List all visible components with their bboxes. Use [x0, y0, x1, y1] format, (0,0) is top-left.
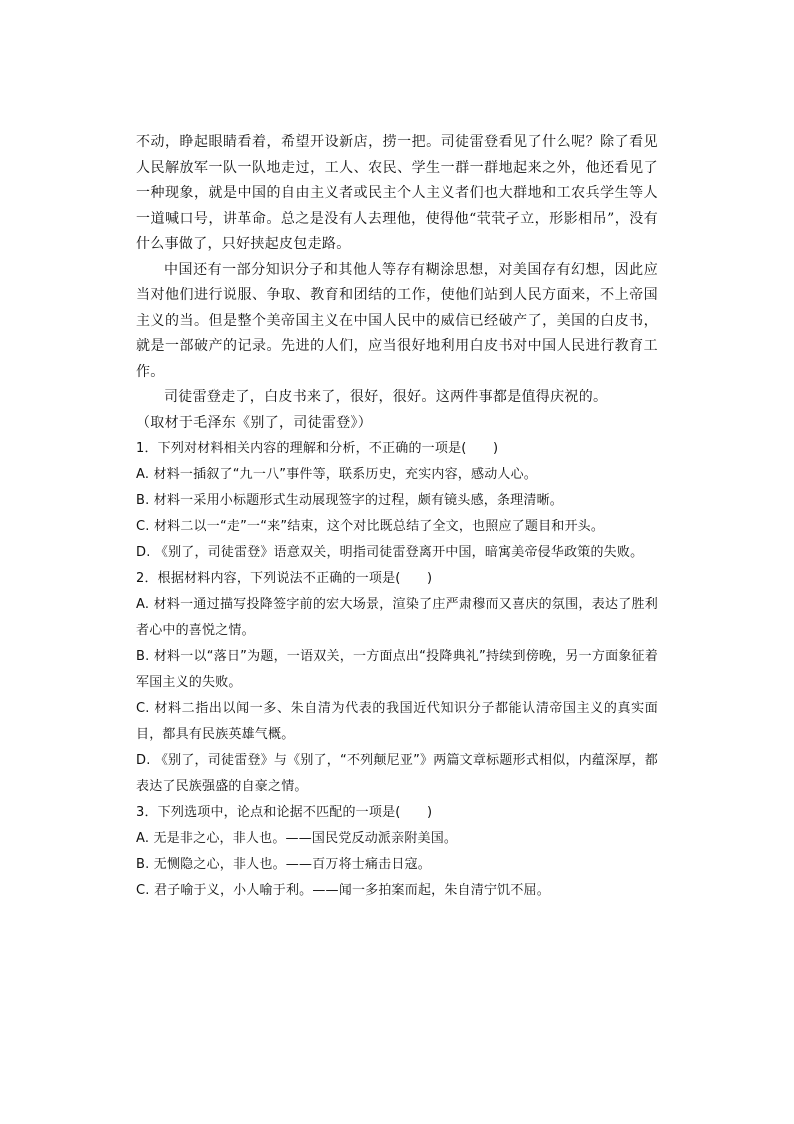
option-b: B. 材料一以“落日”为题，一语双关，一方面点出“投降典礼”持续到傍晚，另一方面象征着军国主义的失败。	[136, 649, 658, 690]
question-list	[136, 436, 658, 904]
option-c: C. 君子喻于义，小人喻于利。——闻一多拍案而起，朱自清宁饥不屈。	[136, 883, 550, 898]
option-b: B. 材料一采用小标题形式生动展现签字的过程，颇有镜头感，条理清晰。	[136, 493, 563, 508]
passage-paragraph-2: 中国还有一部分知识分子和其他人等存有糊涂思想，对美国存有幻想，因此应当对他们进行说服、争取、教育和团结的工作，使他们站到人民方面来，不上帝国主义的当。但是整个美帝国主义在中国人民中的威信已经破产了，美国的白皮书，就是一部破产的记录。先进的人们，应当很好地利用白皮书对中国人民进行教育工作。	[136, 261, 658, 380]
option-d: D. 《别了，司徒雷登》与《别了，“不列颠尼亚”》两篇文章标题形式相似，内蕴深厚，都表达了民族强盛的自豪之情。	[136, 753, 658, 794]
question-1	[136, 436, 658, 566]
question-2	[136, 566, 658, 800]
option-c: C. 材料二指出以闻一多、朱自清为代表的我国近代知识分子都能认清帝国主义的真实面目，都具有民族英雄气概。	[136, 701, 658, 742]
question-stem: 1．下列对材料相关内容的理解和分析，不正确的一项是( )	[136, 441, 499, 456]
passage-paragraph-3: 司徒雷登走了，白皮书来了，很好，很好。这两件事都是值得庆祝的。	[164, 389, 608, 405]
passage-paragraph-1: 不动，睁起眼睛看着，希望开设新店，捞一把。司徒雷登看见了什么呢？除了看见人民解放军一队一队地走过，工人、农民、学生一群一群地起来之外，他还看见了一种现象，就是中国的自由主义者或民主个人主义者们也大群地和工农兵学生等人一道喊口号，讲革命。总之是没有人去理他，使得他“茕茕孑立，形影相吊”，没有什么事做了，只好挟起皮包走路。	[136, 134, 658, 252]
question-stem: 3．下列选项中，论点和论据不匹配的一项是( )	[136, 805, 433, 820]
question-stem: 2．根据材料内容，下列说法不正确的一项是( )	[136, 571, 433, 586]
option-d: D. 《别了，司徒雷登》语意双关，明指司徒雷登离开中国，暗寓美帝侵华政策的失败。	[136, 545, 644, 560]
option-a: A. 无是非之心，非人也。——国民党反动派亲附美国。	[136, 831, 458, 846]
option-c: C. 材料二以一“走”一“来”结束，这个对比既总结了全文，也照应了题目和开头。	[136, 519, 605, 534]
document-page	[136, 130, 658, 904]
passage-source: （取材于毛泽东《别了，司徒雷登》）	[136, 414, 373, 431]
question-3	[136, 800, 658, 904]
option-b: B. 无恻隐之心，非人也。——百万将士痛击日寇。	[136, 857, 431, 872]
option-a: A. 材料一通过描写投降签字前的宏大场景，渲染了庄严肃穆而又喜庆的氛围，表达了胜利者心中的喜悦之情。	[136, 597, 658, 638]
reading-passage	[136, 130, 658, 436]
option-a: A. 材料一插叙了“九一八”事件等，联系历史，充实内容，感动人心。	[136, 467, 537, 482]
